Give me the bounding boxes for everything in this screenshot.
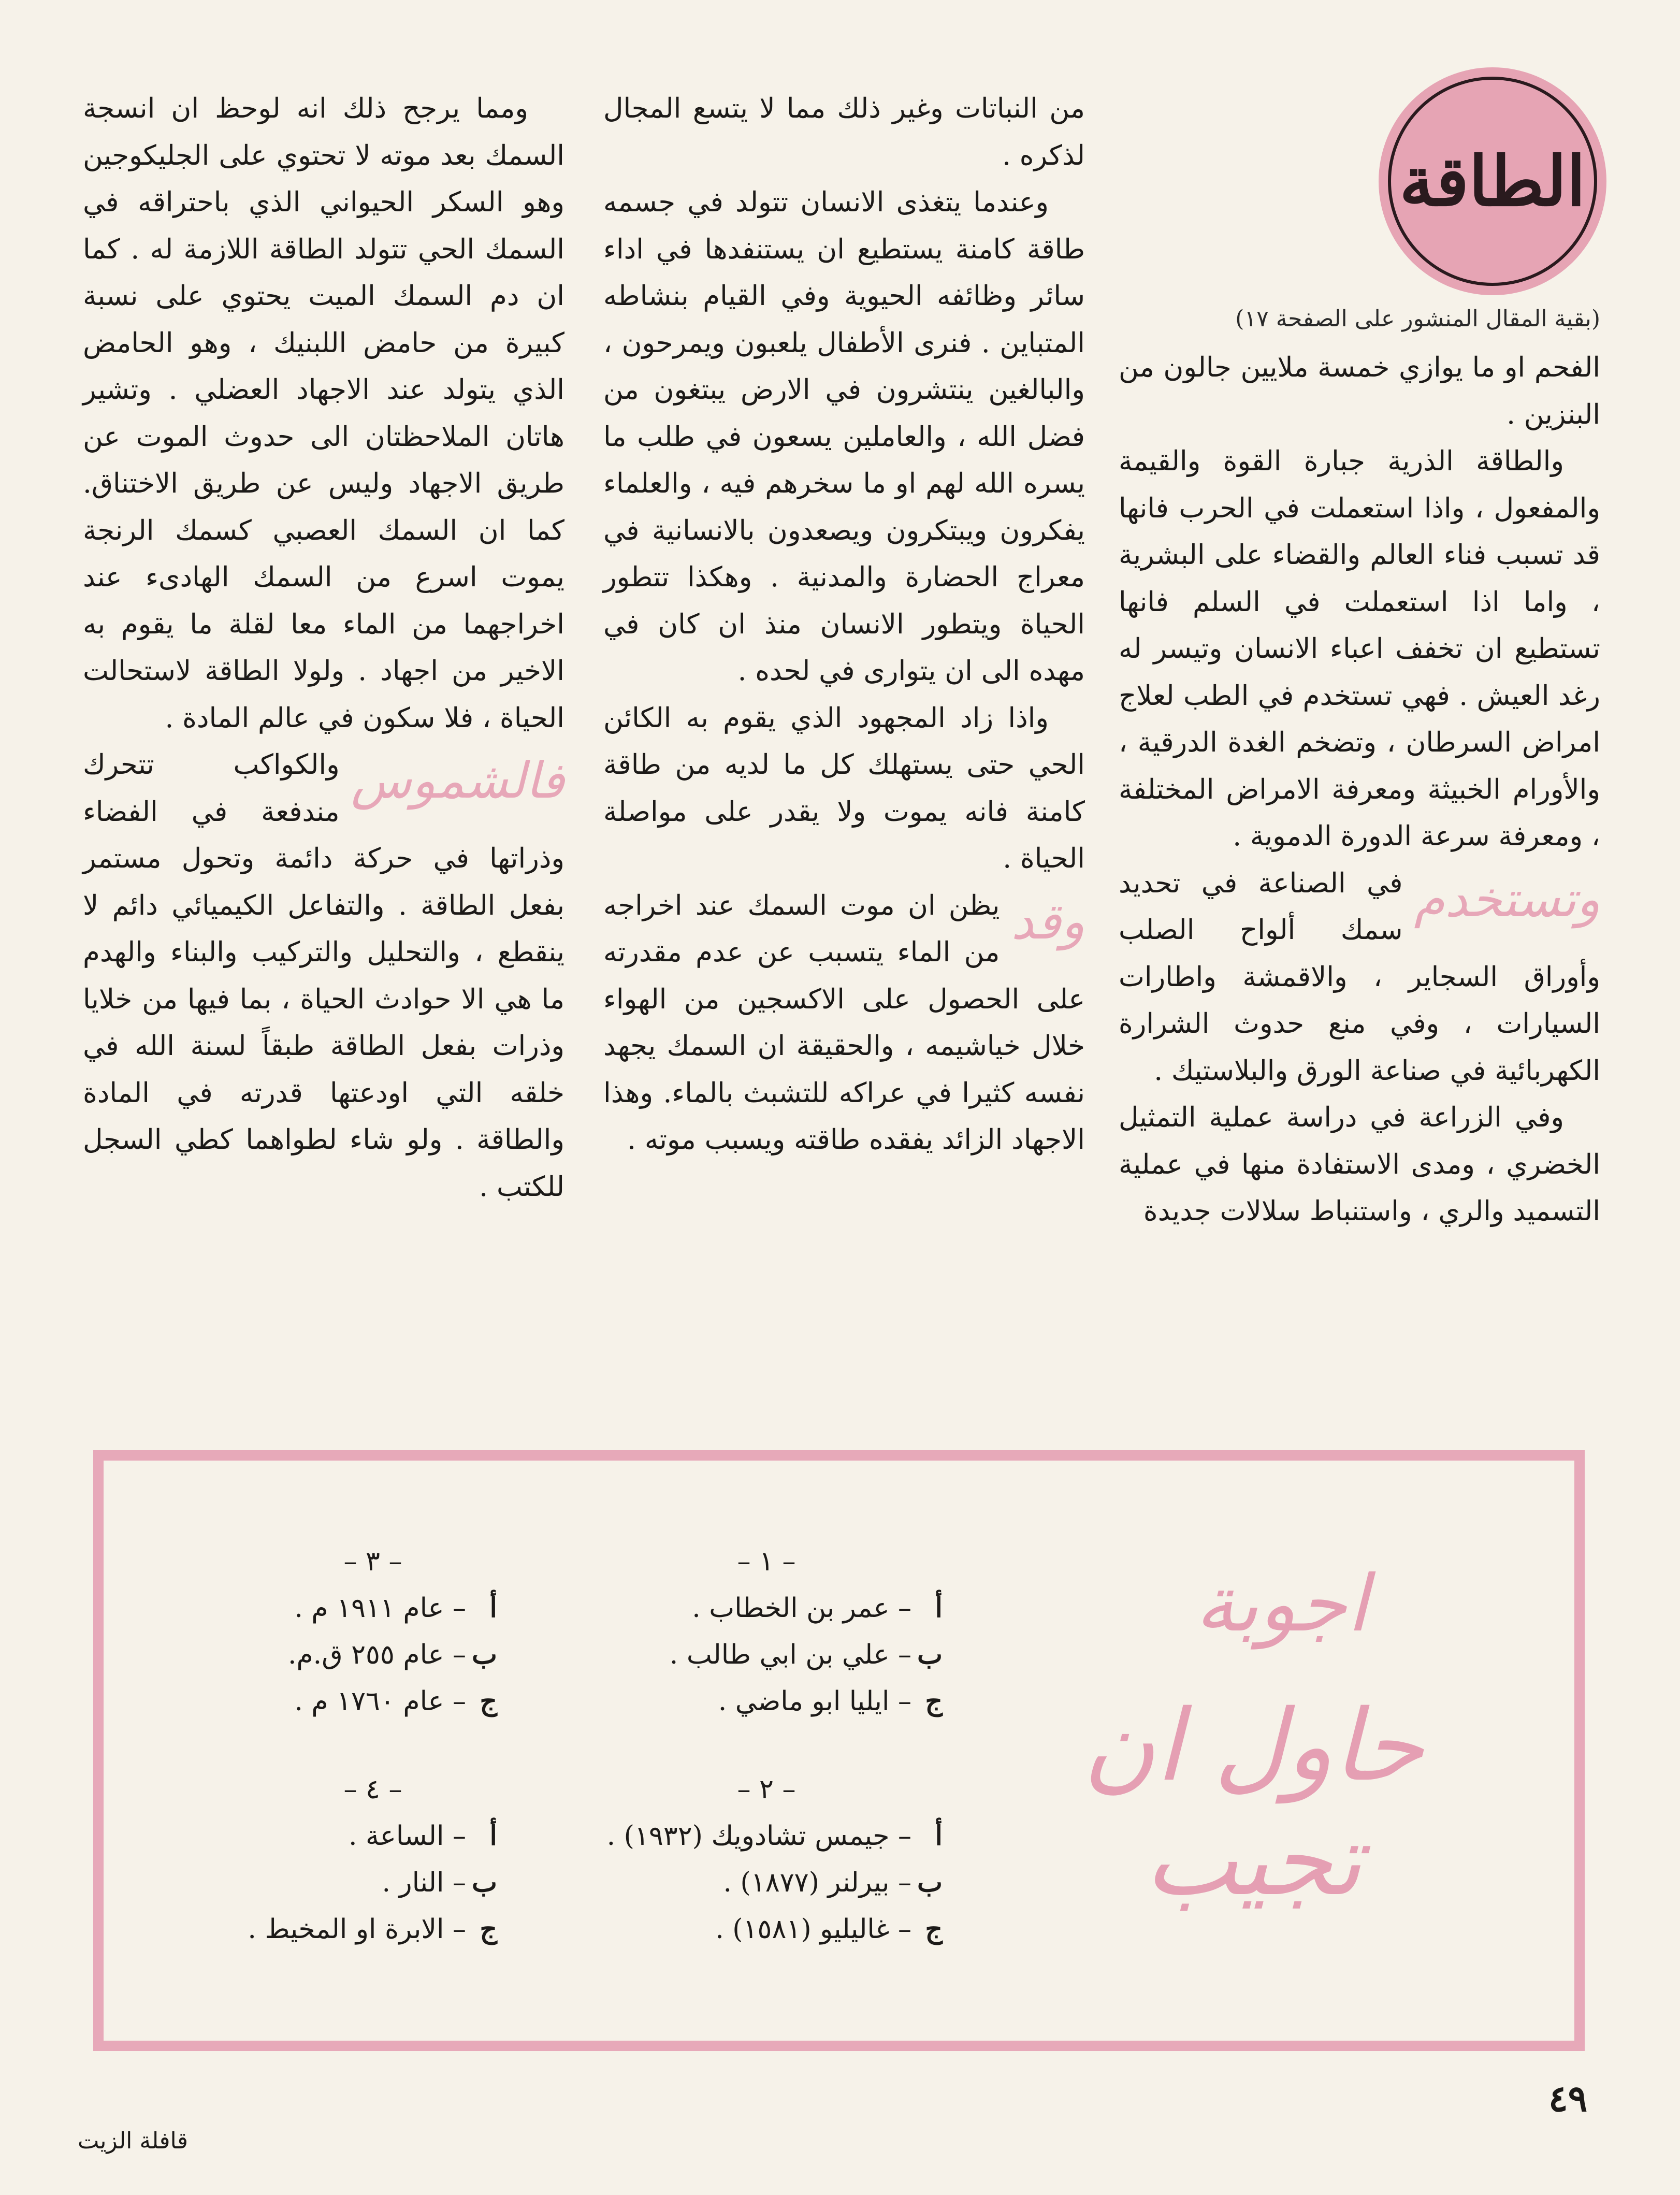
decorative-lead-word: وتستخدم bbox=[1414, 870, 1600, 928]
answer-group-4 bbox=[249, 1766, 497, 1953]
emblem-ring bbox=[1388, 77, 1597, 286]
paragraph: وعندما يتغذى الانسان تتولد في جسمه طاقة كامنة يستطيع ان يستنفدها في اداء سائر وظائفه الحيوية وفي القيام بنشاطه المتباين . فنرى الأطفال يلعبون ويمرحون ، والبالغين ينتشرون في الارض يبتغون من فضل الله ، والعاملين يسعون في طلب ما يسره الله لهم او ما سخرهم فيه ، والعلماء يفكرون ويبتكرون ويصعدون بالانسانية في معراج الحضارة والمدنية . وهكذا تتطور الحياة ويتطور الانسان منذ ان كان في مهده الى ان يتوارى في لحده . bbox=[603, 186, 1085, 687]
article-column-left bbox=[83, 85, 564, 1210]
page-number: ٤٩ bbox=[1548, 2077, 1588, 2120]
paragraph-with-dropword: وقد يظن ان موت السمك عند اخراجه من الماء يتسبب عن عدم مقدرته على الحصول على الاكسجين من الهواء خلال خياشيمه ، والحقيقة ان السمك يجهد نفسه كثيرا في عراكه للتشبث بالماء. وهذا الاجهاد الزائد يفقده طاقته ويسبب موته . bbox=[603, 883, 1085, 1164]
article-column-middle bbox=[603, 85, 1085, 1164]
answer-item: أ– عام ١٩١١ م . bbox=[294, 1592, 497, 1624]
answer-group-number: – ٣ – bbox=[343, 1546, 402, 1577]
answer-item: ج– ايليا ابو ماضي . bbox=[718, 1685, 943, 1717]
magazine-footer: قافلة الزيت bbox=[78, 2128, 188, 2154]
answer-group-number: – ٢ – bbox=[737, 1774, 796, 1805]
answer-item: ج– عام ١٧٦٠ م . bbox=[294, 1685, 497, 1717]
paragraph: واذا زاد المجهود الذي يقوم به الكائن الحي حتى يستهلك كل ما لديه من طاقة كامنة فانه يموت ولا يقدر على مواصلة الحياة . bbox=[603, 702, 1085, 874]
paragraph: وفي الزراعة في دراسة عملية التمثيل الخضري ، ومدى الاستفادة منها في عملية التسميد والري ، واستنباط سلالات جديدة bbox=[1119, 1102, 1600, 1227]
magazine-emblem bbox=[1379, 67, 1606, 295]
paragraph: الفحم او ما يوازي خمسة ملايين جالون من البنزين . bbox=[1119, 352, 1600, 430]
decorative-lead-word: وقد bbox=[1011, 892, 1085, 950]
answer-group-3 bbox=[249, 1538, 497, 1725]
article-column-right bbox=[1119, 344, 1600, 1235]
answer-item: ب– علي بن ابي طالب . bbox=[669, 1639, 943, 1670]
answers-title-line1: اجوبة bbox=[1195, 1559, 1369, 1649]
answer-item: أ– الساعة . bbox=[348, 1820, 497, 1852]
decorative-lead-word: فالشموس bbox=[351, 752, 564, 810]
answer-item: ب– النار . bbox=[382, 1867, 497, 1898]
paragraph-with-dropword: فالشموس والكواكب تتحرك مندفعة في الفضاء وذراتها في حركة دائمة وتحول مستمر بفعل الطاقة . والتفاعل الكيميائي دائم لا ينقطع ، والتحليل والتركيب والبناء والهدم ما هي الا حوادث الحياة ، بما فيها من خلايا وذرات بفعل الطاقة طبقاً لسنة الله في خلقه التي اودعتها قدرته في المادة والطاقة . ولو شاء لطواهما كطي السجل للكتب . bbox=[83, 742, 564, 1210]
answer-item: ب– بيرلنر (١٨٧٧) . bbox=[723, 1867, 943, 1898]
answer-item: ج– غاليليو (١٥٨١) . bbox=[715, 1913, 943, 1945]
emblem-text: الطاقة bbox=[1399, 141, 1586, 222]
answer-group-number: – ٤ – bbox=[343, 1774, 402, 1805]
paragraph: من النباتات وغير ذلك مما لا يتسع المجال لذكره . bbox=[603, 93, 1085, 171]
answer-item: ب– عام ٢٥٥ ق.م. bbox=[287, 1639, 497, 1670]
paragraph-with-dropword: وتستخدم في الصناعة في تحديد سمك ألواح الصلب وأوراق السجاير ، والاقمشة واطارات السيارات ، وفي منع حدوث الشرارة الكهربائية في صناعة الورق والبلاستيك . bbox=[1119, 860, 1600, 1095]
answer-group-number: – ١ – bbox=[737, 1546, 796, 1577]
paragraph: والطاقة الذرية جبارة القوة والقيمة والمفعول ، واذا استعملت في الحرب فانها قد تسبب فناء العالم والقضاء على البشرية ، واما اذا استعملت في السلم فانها تستطيع ان تخفف اعباء الانسان وتيسر له رغد العيش . فهي تستخدم في الطب لعلاج امراض السرطان ، وتضخم الغدة الدرقية ، والأورام الخبيثة ومعرفة الامراض المختلفة ، ومعرفة سرعة الدورة الدموية . bbox=[1119, 445, 1600, 852]
answer-group-2 bbox=[564, 1766, 943, 1953]
answers-title-line2: حاول ان تجيب bbox=[1083, 1688, 1424, 1917]
answer-item: ج– الابرة او المخيط . bbox=[248, 1913, 497, 1945]
answer-group-1 bbox=[621, 1538, 943, 1725]
continuation-note: (بقية المقال المنشور على الصفحة ١٧) bbox=[1235, 306, 1600, 332]
answer-item: أ– جيمس تشادويك (١٩٣٢) . bbox=[606, 1820, 943, 1852]
answer-item: أ– عمر بن الخطاب . bbox=[692, 1592, 943, 1624]
paragraph: ومما يرجح ذلك انه لوحظ ان انسجة السمك بعد موته لا تحتوي على الجليكوجين وهو السكر الحيواني الذي باحتراقه في السمك الحي تتولد الطاقة اللازمة له . كما ان دم السمك الميت يحتوي على نسبة كبيرة من حامض اللبنيك ، وهو الحامض الذي يتولد عند الاجهاد العضلي . وتشير هاتان الملاحظتان الى حدوث الموت عن طريق الاجهاد وليس عن طريق الاختناق. كما ان السمك العصبي كسمك الرنجة يموت اسرع من السمك الهادىء عند اخراجهما من الماء معا لقلة ما يقوم به الاخير من اجهاد . ولولا الطاقة لاستحالت الحياة ، فلا سكون في عالم المادة . bbox=[83, 93, 564, 734]
